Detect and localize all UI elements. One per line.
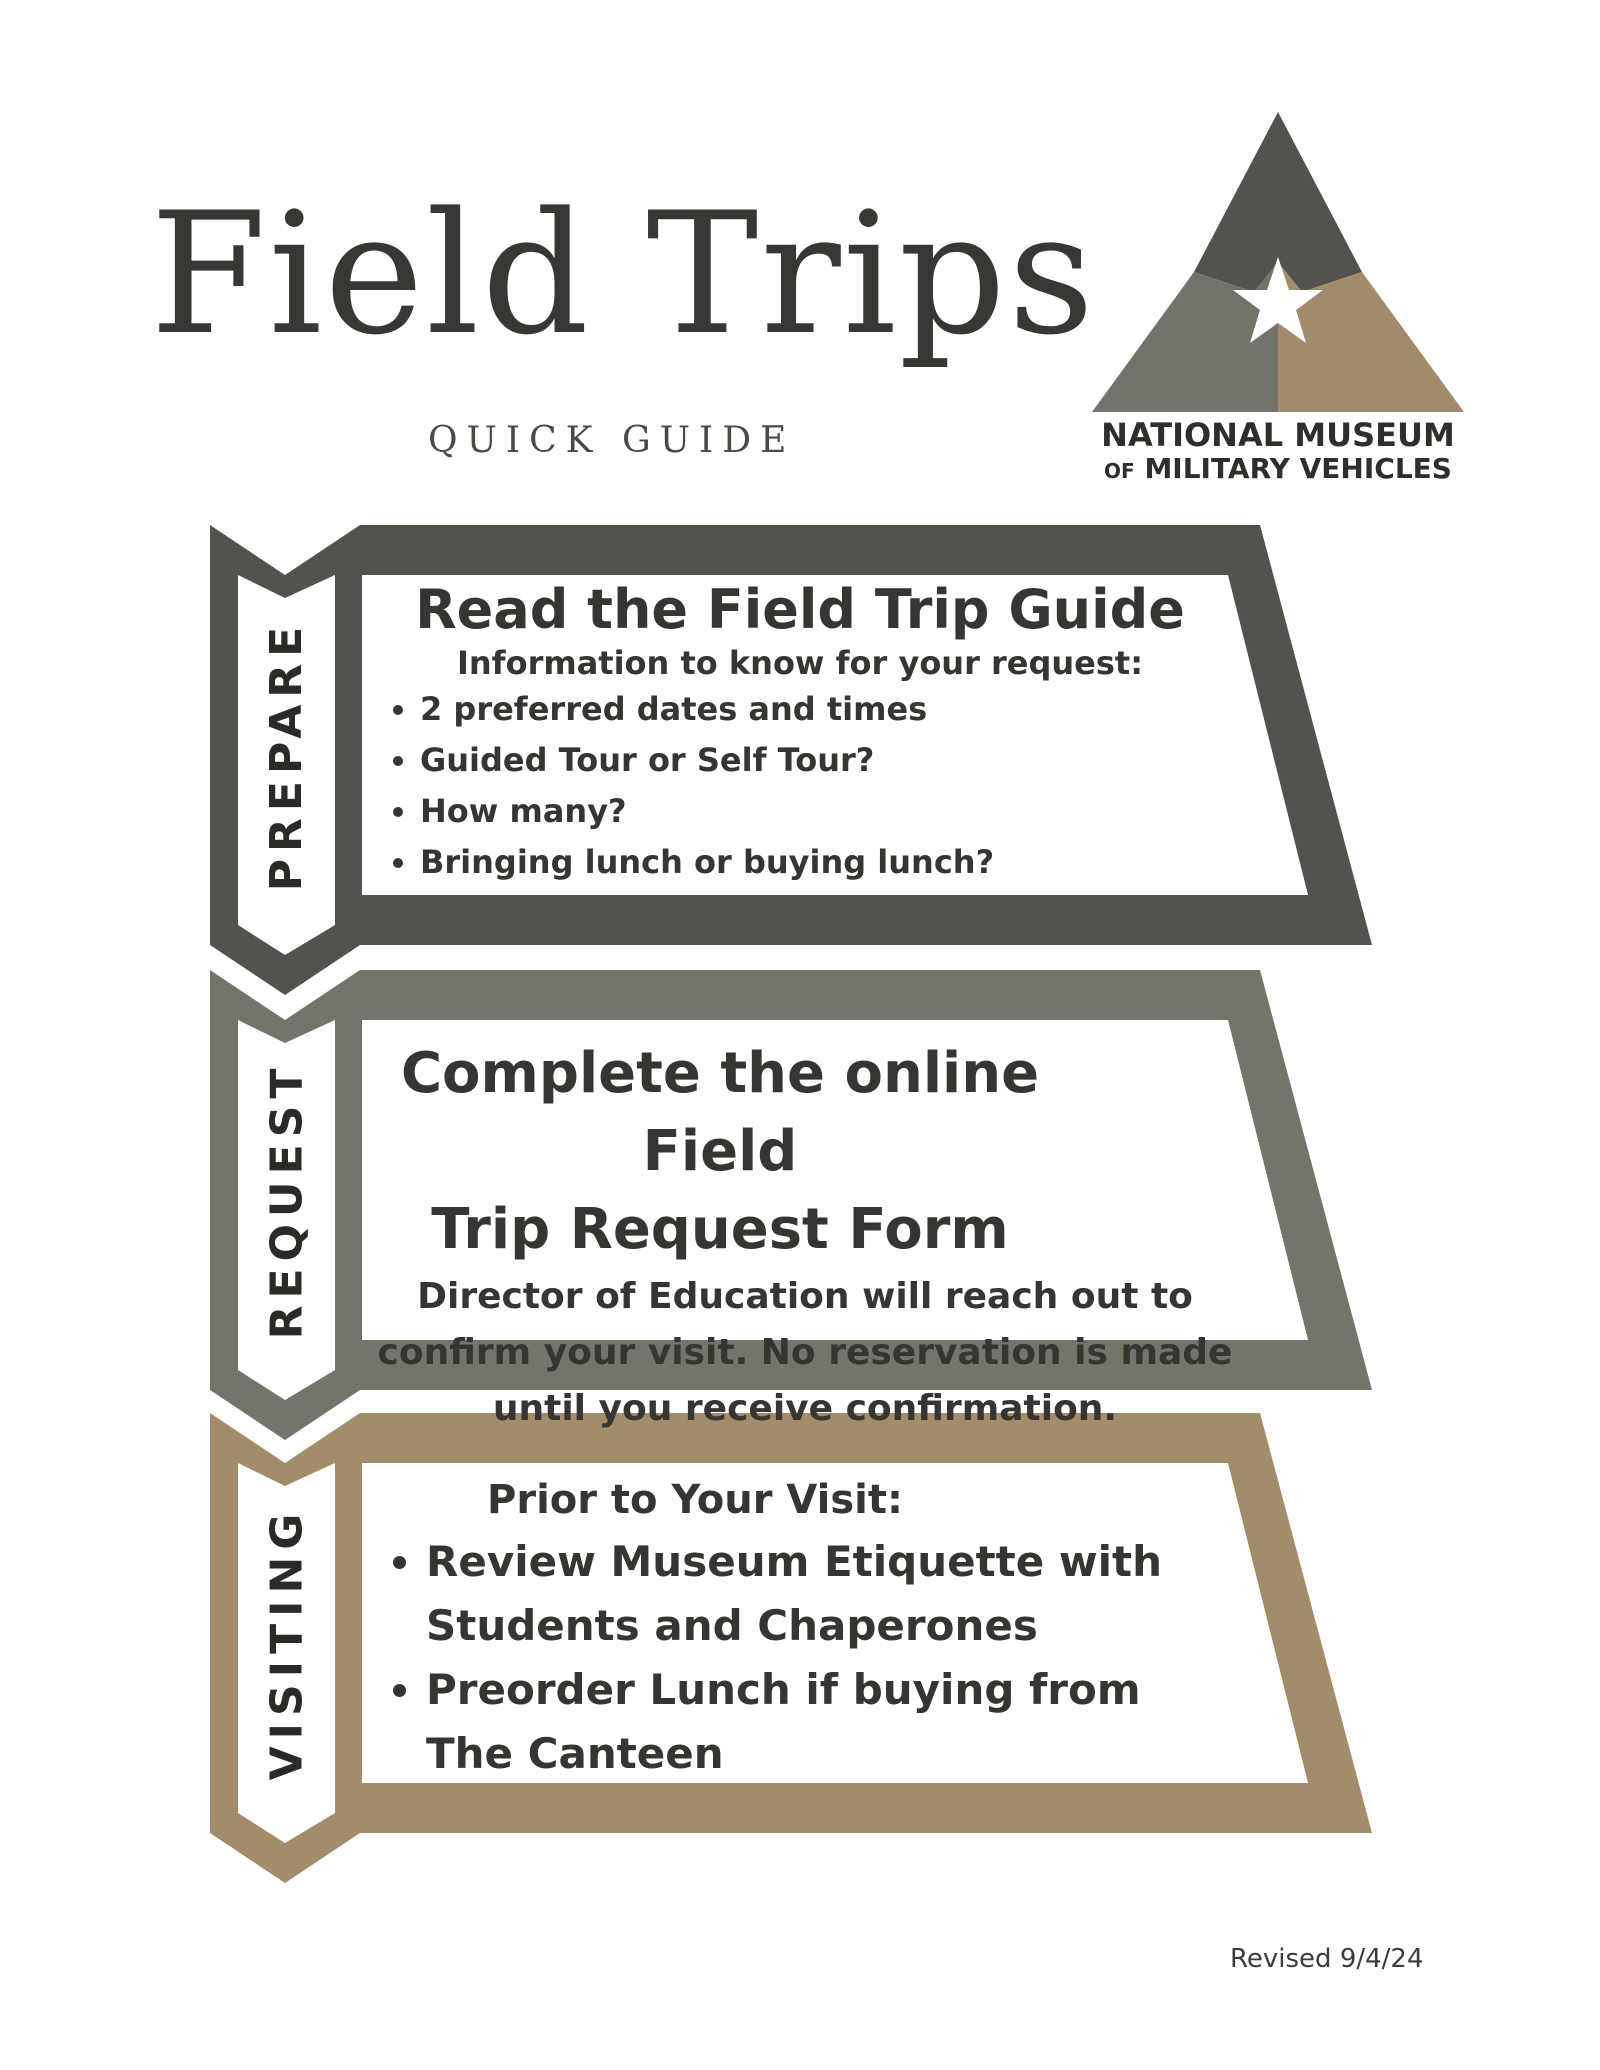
logo-line2-rest: MILITARY VEHICLES xyxy=(1144,452,1452,482)
list-item: • How many? xyxy=(420,786,1230,837)
step-request-body-line2: confirm your visit. No reservation is made xyxy=(377,1332,1233,1373)
step-label-prepare: PREPARE xyxy=(261,619,313,891)
step-prepare-heading: Read the Field Trip Guide xyxy=(415,578,1185,641)
step-prepare-subheading: Information to know for your request: xyxy=(456,644,1144,683)
step-prepare-content xyxy=(370,580,1230,888)
step-request-body-line3: until you receive confirmation. xyxy=(492,1388,1118,1429)
list-item: • Preorder Lunch if buying from The Canteen xyxy=(426,1658,1186,1786)
step-label-visiting: VISITING xyxy=(261,1506,312,1780)
step-visiting-heading: Prior to Your Visit: xyxy=(487,1477,903,1523)
list-item: • Bringing lunch or buying lunch? xyxy=(420,837,1230,888)
step-request-body xyxy=(370,1269,1240,1437)
list-item: • Guided Tour or Self Tour? xyxy=(420,735,1230,786)
list-item: • 2 preferred dates and times xyxy=(420,684,1230,735)
step-request-content xyxy=(370,1035,1240,1437)
step-prepare-list xyxy=(370,684,1230,888)
step-visiting-content xyxy=(370,1470,1230,1786)
logo-line1: NATIONAL MUSEUM xyxy=(1101,416,1455,454)
page-title: Field Trips xyxy=(150,176,1097,372)
step-request-heading-line1: Complete the online Field xyxy=(400,1041,1040,1184)
page-subtitle: QUICK GUIDE xyxy=(428,420,796,461)
step-label-request: REQUEST xyxy=(261,1061,312,1339)
logo-line2-small: OF xyxy=(1104,459,1135,482)
list-item: • Review Museum Etiquette with Students and Chaperones xyxy=(426,1530,1186,1658)
step-request-heading-line2: Trip Request Form xyxy=(431,1197,1009,1262)
step-request-heading xyxy=(370,1035,1070,1269)
step-request-body-line1: Director of Education will reach out to xyxy=(417,1276,1193,1317)
revised-date: Revised 9/4/24 xyxy=(1230,1944,1424,1974)
step-visiting-list xyxy=(370,1530,1186,1786)
